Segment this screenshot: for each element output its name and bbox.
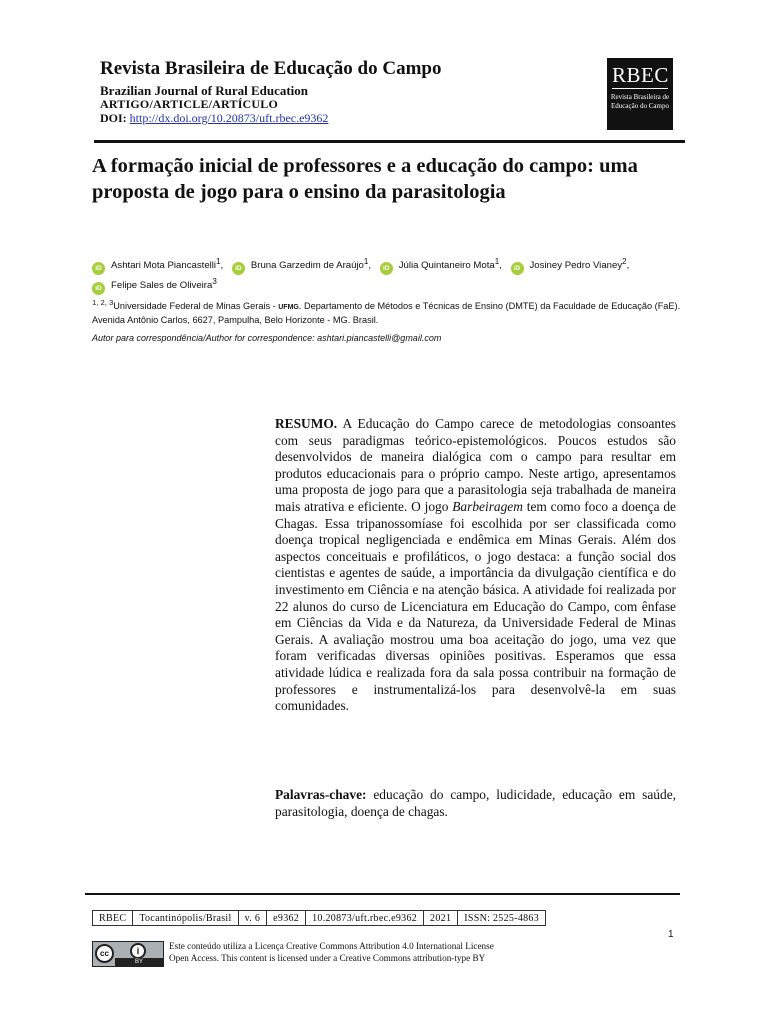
cell-doi: 10.20873/uft.rbec.e9362 [306,911,424,926]
ufmg-abbrev: UFMG [278,304,299,312]
abstract-label: RESUMO. [275,416,338,431]
attribution-person-icon: i [130,943,146,959]
orcid-icon[interactable]: iD [92,262,105,275]
abstract: RESUMO. A Educação do Campo carece de metodologias consoantes com seus paradigmas teórico-epistemológicos. Poucos estudos são desenvolvidos de maneira dialógica com o campo para resultar em produtos educacionais para o próprio campo. Neste artigo, apresentamos uma proposta de jogo para que a parasitologia seja trabalhada de maneira mais atrativa e eficiente. O jogo Barbeiragem tem como foco a doença de Chagas. Essa tripanossomíase foi escolhida por ser classificada como doença tropical negligenciada e endêmica em Minas Gerais. Além dos aspectos conceituais e profiláticos, o jogo destaca: a função social dos cientistas e agentes de saúde, a importância da divulgação científica e do investimento em Ciência e na atenção básica. A atividade foi realizada por 22 alunos do curso de Licenciatura em Educação do Campo, com ênfase em Ciências da Vida e da Natureza, da Universidade Federal de Minas Gerais. A avaliação mostrou uma boa aceitação do jogo, uma vez que foram verificadas diversas opiniões positivas. Esperamos que essa atividade lúdica e realizada fora da sala possa contribuir na formação de professores e instrumentalizá-los para desenvolvê-la em suas comunidades. [275,416,676,714]
author-1: iD Ashtari Mota Piancastelli$^1$, [92,260,223,271]
keywords: Palavras-chave: educação do campo, ludicidade, educação em saúde, parasitologia, doença de chagas. [275,787,676,819]
cell-year: 2021 [424,911,458,926]
cc-icon: cc [95,944,114,963]
logo-text: RBEC [612,63,669,87]
correspondence: Autor para correspondência/Author for correspondence: ashtari.piancastelli@gmail.com [92,333,442,343]
orcid-icon[interactable]: iD [92,282,105,295]
cell-journal: RBEC [93,911,133,926]
author-2: iD Bruna Garzedim de Araújo$^1$, [232,260,371,271]
orcid-icon[interactable]: iD [232,262,245,275]
footer-divider [85,893,680,895]
page-number: 1 [668,929,674,940]
license-line-1: Este conteúdo utiliza a Licença Creative Commons Attribution 4.0 International License [169,941,494,951]
author-list [92,255,692,295]
logo-subtext-1: Revista Brasileira de [610,93,670,101]
game-name: Barbeiragem [452,498,523,514]
author-5: iD Felipe Sales de Oliveira$^3$ [92,280,217,291]
cell-place: Tocantinópolis/Brasil [133,911,238,926]
journal-title: Revista Brasileira de Educação do Campo [100,58,442,79]
by-label: BY [115,958,163,966]
header-divider [94,140,685,143]
rbec-logo [607,58,673,130]
license-text [169,940,589,964]
cell-issn: ISSN: 2525-4863 [458,911,546,926]
cell-volume: v. 6 [238,911,267,926]
doi-line [100,111,328,126]
cc-license-badge[interactable] [92,941,164,967]
doi-label: DOI: [100,111,127,125]
doi-link[interactable]: http://dx.doi.org/10.20873/uft.rbec.e9362 [129,111,329,125]
affiliation: $^{1, 2, 3}$Universidade Federal de Minas Gerais - UFMG. Departamento de Métodos e Técnicas de Ensino (DMTE) da Faculdade de Educação (FaE). Avenida Antônio Carlos, 6627, Pampulha, Belo Horizonte - MG. Brasil. [92,298,681,326]
logo-subtext-2: Educação do Campo [611,102,669,110]
citation-table [92,910,546,926]
author-4: iD Josiney Pedro Vianey$^2$, [511,260,630,271]
license-line-2: Open Access. This content is licensed under a Creative Commons attribution-type BY [169,953,486,963]
affiliation-sup: 1, 2, 3 [92,298,114,307]
orcid-icon[interactable]: iD [511,262,524,275]
cell-article: e9362 [267,911,306,926]
keywords-label: Palavras-chave: [275,787,367,802]
journal-subtitle: Brazilian Journal of Rural Education [100,83,309,98]
article-type: ARTIGO/ARTICLE/ARTÍCULO [100,97,279,111]
orcid-icon[interactable]: iD [380,262,393,275]
article-title: A formação inicial de professores e a educação do campo: uma proposta de jogo para o ensino da parasitologia [92,155,638,203]
author-3: iD Júlia Quintaneiro Mota$^1$, [380,260,502,271]
